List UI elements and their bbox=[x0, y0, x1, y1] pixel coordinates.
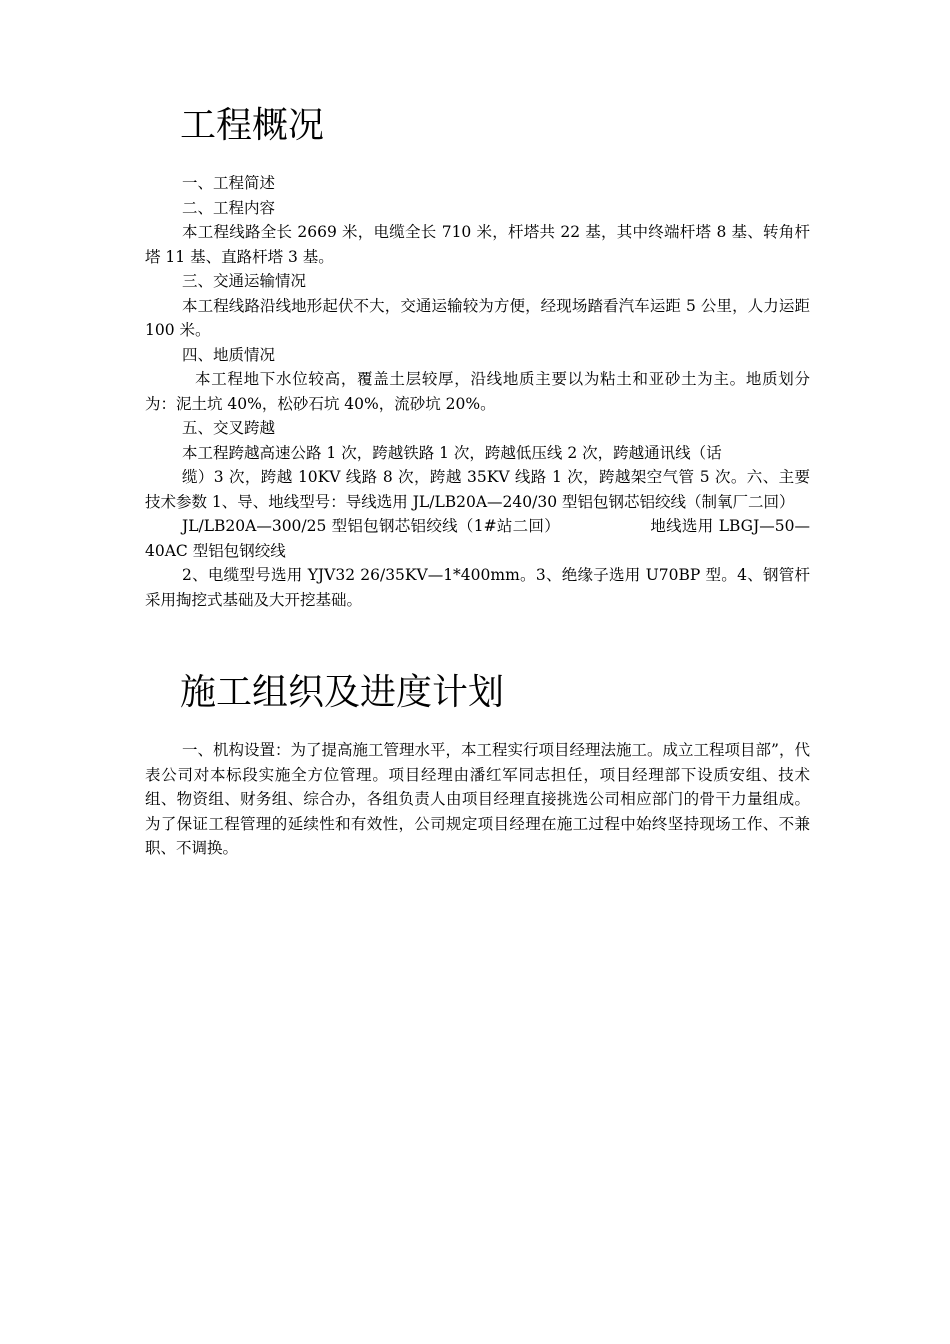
list-item-overview: 一、工程简述 bbox=[182, 174, 276, 192]
paragraph-content: 本工程线路全长 2669 米，电缆全长 710 米，杆塔共 22 基，其中终端杆塔 8 基、转角杆塔 11 基、直路杆塔 3 基。 bbox=[145, 223, 810, 266]
list-item-traffic: 三、交通运输情况 bbox=[182, 272, 307, 290]
section-heading-project-overview: 工程概况 bbox=[180, 105, 325, 146]
paragraph-crossing-line1: 本工程跨越高速公路 1 次，跨越铁路 1 次，跨越低压线 2 次，跨越通讯线（话 bbox=[182, 443, 722, 462]
wire-spec-ground: 地线选用 LBGJ—50—40AC 型铝包钢绞线 bbox=[145, 517, 811, 560]
list-item-crossing: 五、交叉跨越 bbox=[182, 419, 276, 437]
paragraph-crossing-line2: 缆）3 次，跨越 10KV 线路 8 次，跨越 35KV 线路 1 次，跨越架空气管 5 次。六、主要技术参数 1、导、地线型号：导线选用 JL/LB20A—240/30 型铝包钢芯铝绞线（制氧厂二回） bbox=[145, 468, 810, 511]
paragraph-traffic: 本工程线路沿线地形起伏不大，交通运输较为方便，经现场踏看汽车运距 5 公里，人力运距 100 米。 bbox=[145, 296, 810, 339]
paragraph-tech-params: 2、电缆型号选用 YJV32 26/35KV—1*400mm。3、绝缘子选用 U70BP 型。4、钢管杆采用掏挖式基础及大开挖基础。 bbox=[145, 566, 810, 609]
list-item-geology: 四、地质情况 bbox=[182, 345, 276, 364]
paragraph-organization: 一、机构设置：为了提高施工管理水平，本工程实行项目经理法施工。成立工程项目部”，代表公司对本标段实施全方位管理。项目经理由潘红军同志担任，项目经理部下设质安组、技术组、物资组、财务组、综合办，各组负责人由项目经理直接挑选公司相应部门的骨干力量组成。为了保证工程管理的延续性和有效性，公司规定项目经理在施工过程中始终坚持现场工作、不兼职、不调换。 bbox=[145, 741, 810, 857]
paragraph-geology: 本工程地下水位较高，覆盖土层较厚，沿线地质主要以为粘土和亚砂土为主。地质划分为：泥土坑 40%，松砂石坑 40%，流砂坑 20%。 bbox=[145, 370, 810, 413]
paragraph-wire-spec bbox=[145, 514, 810, 563]
section-heading-construction-plan: 施工组织及进度计划 bbox=[180, 672, 505, 713]
list-item-content: 二、工程内容 bbox=[182, 198, 276, 217]
wire-spec-conductor: JL/LB20A—300/25 型铝包钢芯铝绞线（1#站二回） bbox=[182, 517, 561, 535]
project-overview-body bbox=[145, 171, 810, 612]
construction-plan-body bbox=[145, 738, 810, 861]
